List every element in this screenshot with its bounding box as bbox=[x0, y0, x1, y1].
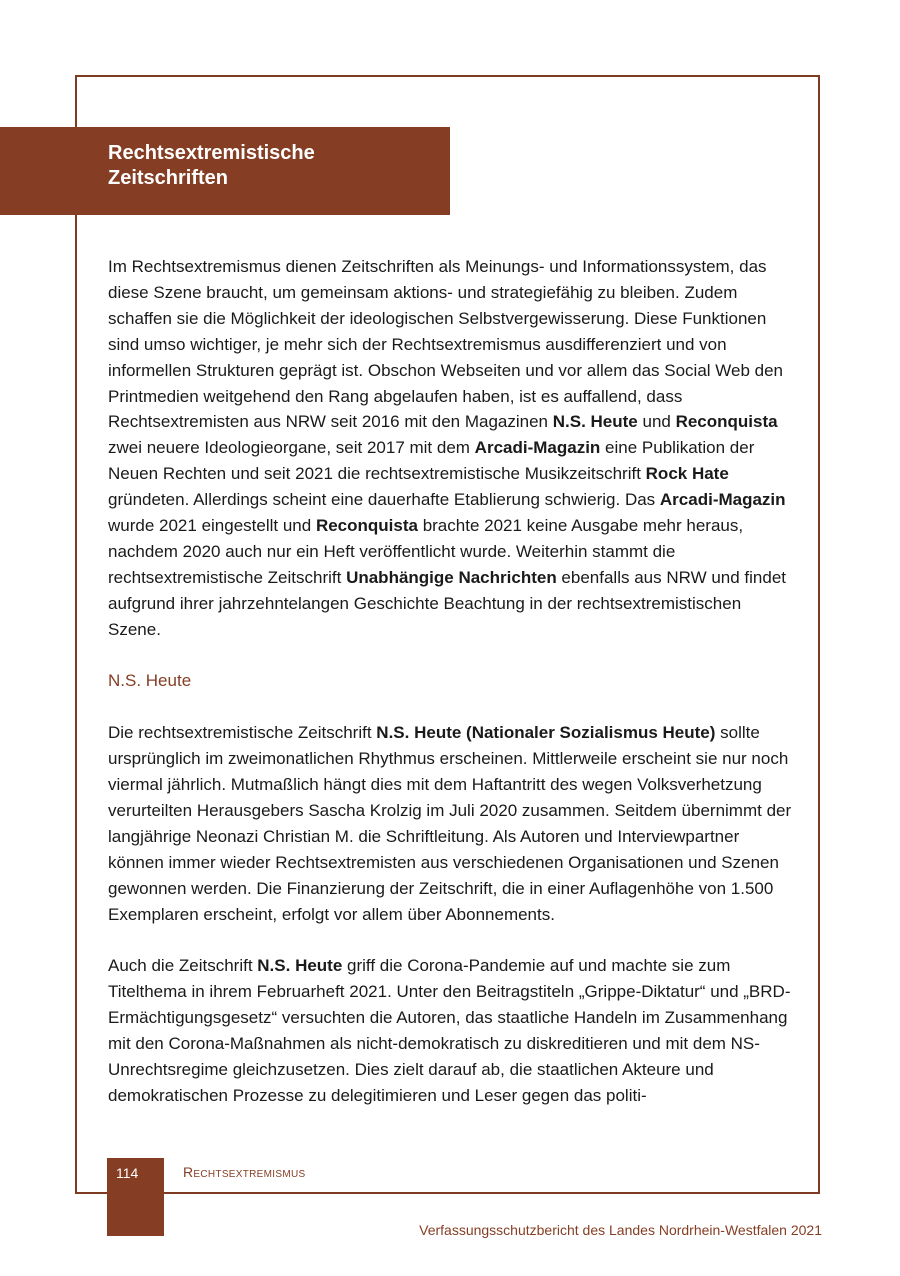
text-run: griff die Corona-Pandemie auf und machte sie zum Titelthema in ihrem Februarheft 2021. Unter den Beitragstiteln „Grippe-Diktatur“ und „BRD-Ermächtigungsgesetz“ versuchten die Autoren, das staatliche Handeln im Zusammenhang mit den Corona-Maßnahmen als nicht-demokratisch zu diskreditieren und mit dem NS-Unrechtsregime gleichzusetzen. Dies zielt darauf ab, die staatlichen Akteure und demokratischen Prozesse zu delegitimieren und Leser gegen das politi- bbox=[108, 956, 791, 1105]
bold-term: Rock Hate bbox=[645, 464, 729, 484]
text-run: eine Publikation der Neuen Rechten und seit 2021 die rechtsextremistische Musikzeitschrift bbox=[108, 438, 755, 484]
chapter-title-banner bbox=[0, 127, 450, 215]
chapter-title: Rechtsextremistische Zeitschriften bbox=[108, 142, 315, 189]
text-run: Im Rechtsextremismus dienen Zeitschriften als Meinungs- und Informationssystem, das diese Szene braucht, um gemeinsam aktions- und strategiefähig zu bleiben. Zudem schaffen sie die Möglichkeit der ideologischen Selbstvergewisserung. Diese Funktionen sind umso wichtiger, je mehr sich der Rechtsextremismus ausdifferenziert und von informellen Strukturen geprägt ist. Obschon Webseiten und vor allem das Social Web den Printmedien weitgehend den Rang abgelaufen haben, ist es auffallend, dass Rechtsextremisten aus NRW seit 2016 mit den Magazinen bbox=[108, 257, 784, 432]
text-run: zwei neuere Ideologieorgane, seit 2017 mit dem bbox=[108, 438, 475, 458]
bold-term: N.S. Heute bbox=[552, 412, 638, 432]
text-run: wurde 2021 eingestellt und bbox=[108, 516, 316, 536]
text-run: und bbox=[637, 412, 676, 432]
bold-term: Reconquista bbox=[675, 412, 778, 432]
text-run: ebenfalls aus NRW und findet aufgrund ihrer jahrzehntelangen Geschichte Beachtung in der rechtsextremistischen Szene. bbox=[108, 567, 787, 639]
text-run: sollte ursprünglich im zweimonatlichen Rhythmus erscheinen. Mittlerweile erscheint sie nur noch viermal jährlich. Mutmaßlich hängt dies mit dem Haftantritt des wegen Volksverhetzung verurteilten Herausgebers Sascha Krolzig im Juli 2020 zusammen. Seitdem übernimmt der langjährige Neonazi Christian M. die Schriftleitung. Als Autoren und Interviewpartner können immer wieder Rechtsextremisten aus verschiedenen Organisationen und Szenen gewonnen werden. Die Finanzierung der Zeitschrift, die in einer Auflagenhöhe von 1.500 Exemplaren erscheint, erfolgt vor allem über Abonnements. bbox=[108, 723, 792, 924]
bold-term: Arcadi-Magazin bbox=[474, 438, 601, 458]
bold-term: Reconquista bbox=[315, 516, 418, 536]
publication-footer: Verfassungsschutzbericht des Landes Nordrhein-Westfalen 2021 bbox=[419, 1222, 822, 1238]
page-number-tab bbox=[107, 1158, 164, 1236]
bold-term: N.S. Heute bbox=[257, 956, 343, 976]
text-run: Die rechtsextremistische Zeitschrift bbox=[108, 723, 377, 743]
text-run: gründeten. Allerdings scheint eine dauerhafte Etablierung schwierig. Das bbox=[108, 490, 660, 510]
text-run: brachte 2021 keine Ausgabe mehr heraus, nachdem 2020 auch nur ein Heft veröffentlicht wurde. Weiterhin stammt die rechtsextremistische Zeitschrift bbox=[108, 516, 744, 587]
ns-heute-paragraph bbox=[108, 720, 793, 927]
intro-paragraph bbox=[108, 254, 793, 643]
bold-term: Arcadi-Magazin bbox=[659, 490, 786, 510]
text-run: Auch die Zeitschrift bbox=[108, 956, 258, 976]
running-section-label: Rechtsextremismus bbox=[183, 1164, 306, 1180]
corona-paragraph bbox=[108, 953, 793, 1108]
bold-term: N.S. Heute (Nationaler Sozialismus Heute) bbox=[376, 723, 716, 743]
bold-term: Unabhängige Nachrichten bbox=[346, 567, 557, 587]
section-subheading: N.S. Heute bbox=[108, 671, 192, 691]
page-number: 114 bbox=[116, 1165, 139, 1181]
article-body bbox=[108, 254, 793, 1135]
